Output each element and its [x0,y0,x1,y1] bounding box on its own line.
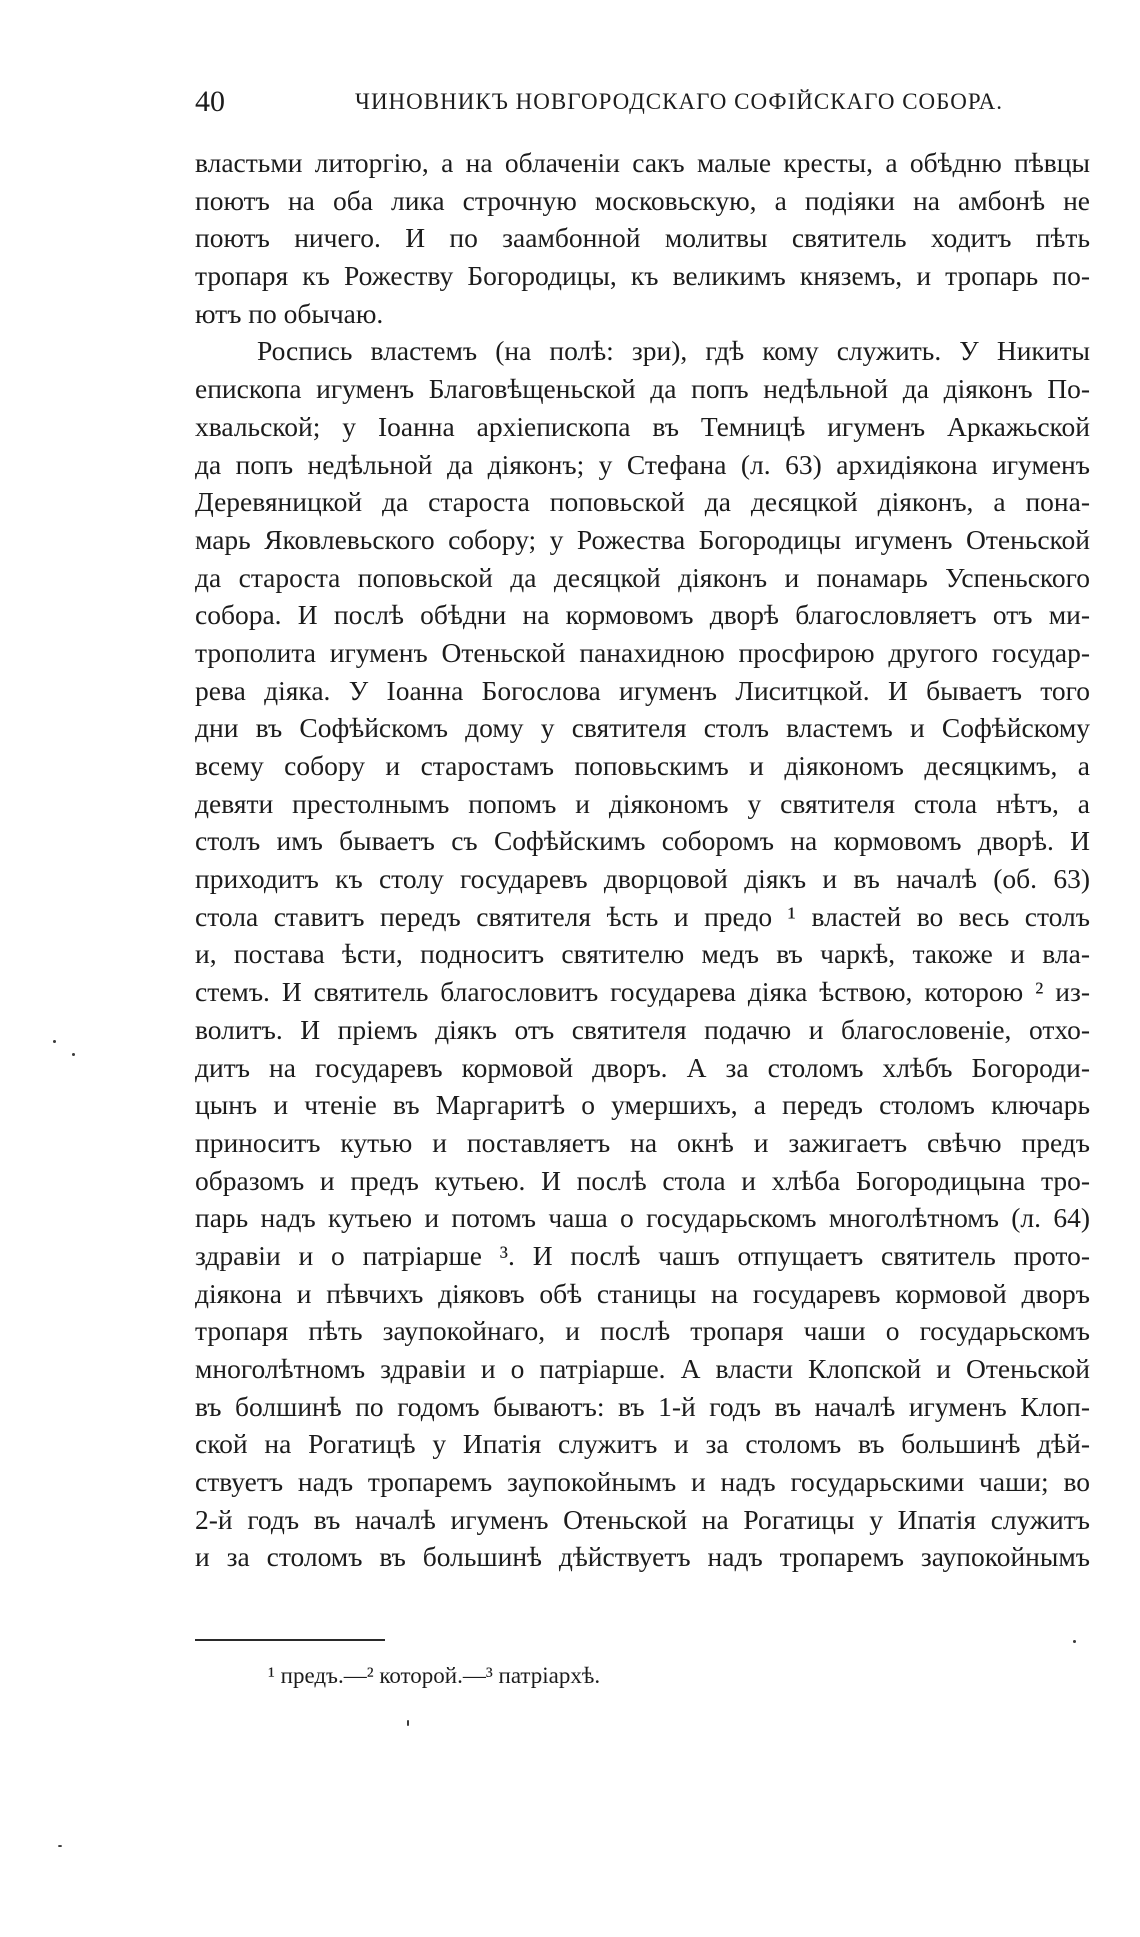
text-line: волитъ. И пріемъ діякъ отъ святителя подачю и благословеніе, отхо- [195,1013,1090,1045]
text-line: да попъ недѣльной да діяконъ; у Стефана (л. 63) архидіякона игуменъ [195,448,1090,480]
text-line: марь Яковлевьского собору; у Рожества Богородицы игуменъ Отеньской [195,523,1090,555]
body-text [195,144,1090,1576]
text-line: приноситъ кутью и поставляетъ на окнѣ и зажигаетъ свѣчю предъ [195,1126,1090,1158]
text-line: девяти престолнымъ попомъ и діякономъ у святителя стола нѣтъ, а [195,787,1090,819]
text-line: въ болшинѣ по годомъ бываютъ: въ 1-й годъ въ началѣ игуменъ Клоп- [195,1390,1090,1422]
text-line: цынъ и чтеніе въ Маргаритѣ о умершихъ, а передъ столомъ ключарь [195,1089,1090,1121]
text-line: и, постава ѣсти, подноситъ святителю медъ въ чаркѣ, такоже и вла- [195,938,1090,970]
text-line: рева діяка. У Іоанна Богослова игуменъ Лиситцкой. И бываетъ того [195,674,1090,706]
page-number: 40 [195,85,225,118]
scan-speck [1073,1640,1076,1643]
text-line: да староста поповьской да десяцкой діяконъ и понамарь Успеньского [195,561,1090,593]
text-line: всему собору и старостамъ поповьскимъ и діякономъ десяцкимъ, а [195,750,1090,781]
scan-speck [72,1053,75,1056]
text-line: ютъ по обычаю. [195,297,384,329]
text-line: парь надъ кутьею и потомъ чаша о государьскомъ многолѣтномъ (л. 64) [195,1202,1090,1234]
text-line: властьми литоргію, а на облаченіи сакъ малые кресты, а обѣдню пѣвцы [195,147,1090,178]
text-line: приходитъ къ столу государевъ дворцовой діякъ и въ началѣ (об. 63) [195,863,1090,895]
text-line: Деревяницкой да староста поповьской да десяцкой діяконъ, а пона- [195,486,1090,518]
text-line: дни въ Софѣйскомъ дому у святителя столъ властемъ и Софѣйскому [195,712,1090,744]
paragraph-first-line: Роспись властемъ (на полѣ: зри), гдѣ кому служить. У Никиты [257,335,1090,367]
scan-speck [407,1720,409,1726]
footnote-rule [195,1639,385,1641]
running-title: ЧИНОВНИКЪ НОВГОРОДСКАГО СОФІЙСКАГО СОБОРА. [355,89,1004,114]
text-line: діякона и пѣвчихъ діяковъ обѣ станицы на государевъ кормовой дворъ [195,1277,1090,1309]
page-header [195,82,1090,122]
text-line: поютъ на оба лика строчную московьскую, а подіяки на амбонѣ не [195,184,1090,216]
text-line: епископа игуменъ Благовѣщеньской да попъ недѣльной да діяконъ По- [195,373,1090,405]
text-line: столъ имъ бываетъ съ Софѣйскимъ соборомъ на кормовомъ дворѣ. И [195,825,1090,857]
text-line: трополита игуменъ Отеньской панахидною просфирою другого государ- [195,636,1090,668]
text-line: поютъ ничего. И по заамбонной молитвы святитель ходитъ пѣть [195,222,1090,254]
text-line: ской на Рогатицѣ у Ипатія служитъ и за столомъ въ большинѣ дѣй- [195,1428,1090,1460]
text-line: ствуетъ надъ тропаремъ заупокойнымъ и надъ государьскими чаши; во [195,1466,1090,1498]
text-line: тропаря пѣть заупокойнаго, и послѣ тропаря чаши о государьскомъ [195,1315,1090,1347]
text-line: образомъ и предъ кутьею. И послѣ стола и хлѣба Богородицына тро- [195,1164,1090,1196]
text-line: 2-й годъ въ началѣ игуменъ Отеньской на Рогатицы у Ипатія служитъ [195,1503,1090,1535]
text-line: тропаря къ Рожеству Богородицы, къ великимъ княземъ, и тропарь по- [195,260,1090,292]
text-line: хвальской; у Іоанна архіепископа въ Темницѣ игуменъ Аркажьской [195,410,1090,442]
text-line: здравіи и о патріарше ³. И послѣ чашъ отпущаетъ святитель прото- [195,1239,1090,1271]
text-line: многолѣтномъ здравіи и о патріарше. А власти Клопской и Отеньской [195,1353,1090,1384]
text-line: и за столомъ въ большинѣ дѣйствуетъ надъ тропаремъ заупокойнымъ [195,1541,1090,1573]
text-line: дитъ на государевъ кормовой дворъ. А за столомъ хлѣбъ Богороди- [195,1051,1090,1083]
scan-speck [58,1845,62,1847]
text-line: собора. И послѣ обѣдни на кормовомъ дворѣ благословляетъ отъ ми- [195,599,1090,631]
text-line: стола ставитъ передъ святителя ѣсть и предо ¹ властей во весь столъ [195,900,1090,932]
footnotes: ¹ предъ.—² которой.—³ патріархѣ. [268,1663,601,1688]
text-line: стемъ. И святитель благословитъ государева діяка ѣствою, которою ² из- [195,976,1090,1008]
scan-speck [53,1040,56,1043]
